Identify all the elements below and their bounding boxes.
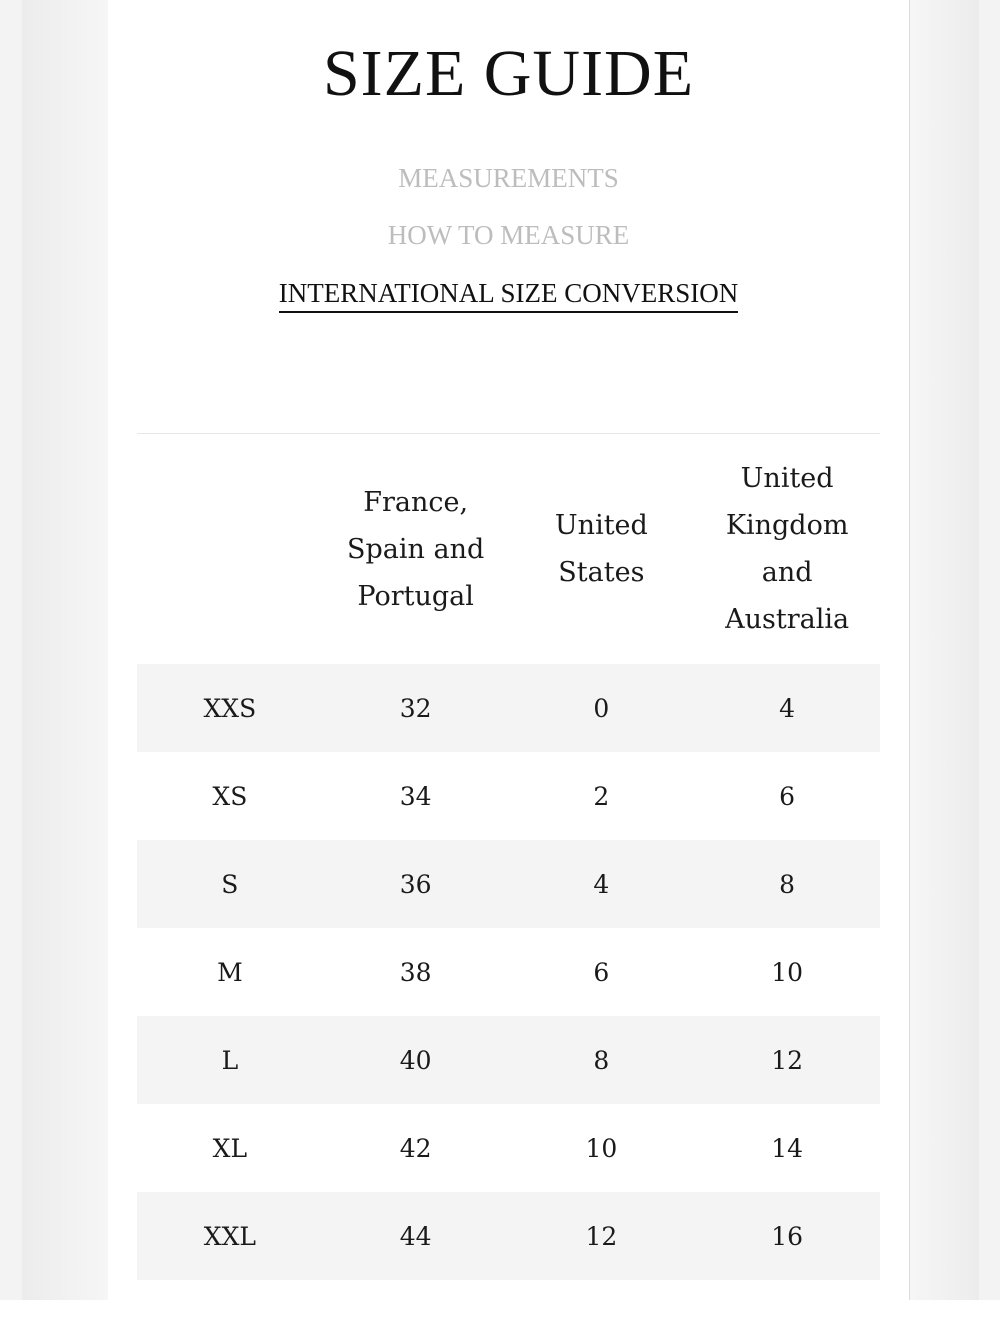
bottom-strip <box>0 1300 1000 1333</box>
cell-france: 42 <box>399 1133 432 1163</box>
table-row <box>137 1104 880 1192</box>
header-uk-australia: United Kingdom and Australia <box>725 463 850 635</box>
cell-us: 12 <box>509 1192 695 1280</box>
cell-us: 4 <box>509 840 695 928</box>
tab-international-size-conversion[interactable] <box>108 278 909 309</box>
table-row <box>137 664 880 752</box>
tab-measurements-label: MEASUREMENTS <box>398 163 619 193</box>
cell-uk: 4 <box>694 664 880 752</box>
cell-france: 38 <box>399 957 432 987</box>
cell-size: XXS <box>137 664 323 752</box>
cell-uk: 6 <box>779 781 796 811</box>
left-side-panel <box>22 0 109 1300</box>
cell-france: 44 <box>323 1192 509 1280</box>
cell-size: XXL <box>137 1192 323 1280</box>
cell-france: 36 <box>323 840 509 928</box>
table-row <box>137 752 880 840</box>
cell-us: 0 <box>509 664 695 752</box>
cell-france: 34 <box>399 781 432 811</box>
cell-france: 40 <box>323 1016 509 1104</box>
size-conversion-table <box>137 434 880 1280</box>
cell-uk: 12 <box>694 1016 880 1104</box>
header-size <box>137 434 323 664</box>
table-row <box>137 1192 880 1280</box>
cell-us: 2 <box>593 781 610 811</box>
tab-international-size-conversion-label: INTERNATIONAL SIZE CONVERSION <box>279 278 738 313</box>
cell-france: 32 <box>323 664 509 752</box>
header-united-states: United States <box>554 510 648 588</box>
table-header-row <box>137 434 880 664</box>
table-row <box>137 840 880 928</box>
cell-size: S <box>137 840 323 928</box>
cell-uk: 10 <box>771 957 804 987</box>
table-row <box>137 1016 880 1104</box>
right-side-panel <box>909 0 979 1300</box>
cell-uk: 8 <box>694 840 880 928</box>
cell-us: 10 <box>585 1133 618 1163</box>
table-row <box>137 928 880 1016</box>
cell-size: M <box>217 957 243 987</box>
tab-how-to-measure-label: HOW TO MEASURE <box>387 220 630 250</box>
page-title: SIZE GUIDE <box>322 37 695 110</box>
header-france-spain-portugal: France, Spain and Portugal <box>346 486 485 612</box>
cell-us: 6 <box>593 957 610 987</box>
cell-size: L <box>137 1016 323 1104</box>
cell-uk: 16 <box>694 1192 880 1280</box>
cell-size: XS <box>212 781 248 811</box>
cell-us: 8 <box>509 1016 695 1104</box>
tab-how-to-measure[interactable] <box>108 220 909 251</box>
tab-measurements[interactable] <box>108 163 909 194</box>
cell-uk: 14 <box>771 1133 804 1163</box>
size-guide-panel <box>108 0 909 1300</box>
cell-size: XL <box>212 1133 248 1163</box>
